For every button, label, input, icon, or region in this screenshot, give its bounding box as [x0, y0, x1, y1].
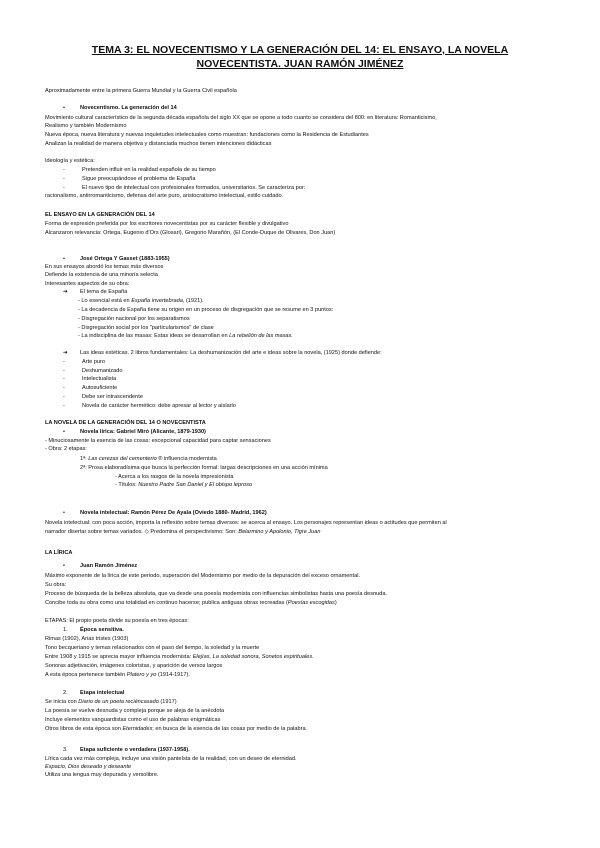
text-line: Espacio, Dios deseado y deseante — [45, 764, 132, 770]
text-line: En sus ensayos abordó los temas más diversos — [45, 264, 164, 270]
text-line: - La indisciplina de las masas: Estas ideas se desarrollan en La rebelión de las masas. — [78, 333, 293, 339]
text-line: Movimiento cultural característico de la segunda década española del siglo XX que se opone a todo cuanto se considera del 800: en literatura: Romanticismo, — [45, 115, 437, 121]
text-line: Concibe toda su obra como una totalidad en continuo hacerse; publica antiguas obras recreadas (Poesías escogidas) — [45, 600, 337, 606]
text-line: Novela de carácter hermético: debe apresar al lector y aislarlo — [82, 403, 236, 409]
text-line: EL ENSAYO EN LA GENERACIÓN DEL 14 — [45, 212, 155, 218]
text-line: - Disgregación nacional por los separatismos — [78, 316, 190, 322]
text-line: Nueva época, nueva literatura y nuevas inquietudes intelectuales como muestran: fundaciones como la Residencia de Estudiantes — [45, 132, 369, 138]
text-line: José Ortega Y Gasset (1883-1955) — [80, 256, 170, 262]
bullet-marker: • — [63, 256, 65, 262]
text-line: Tono becqueriano y temas relacionados con el paso del tiempo, la soledad y la muerte — [45, 645, 260, 651]
text-line: ETAPAS: El propio poeta divide su poesía en tres épocas: — [45, 618, 189, 624]
bullet-marker: ➔ — [63, 350, 68, 356]
bullet-marker: - — [63, 368, 65, 374]
text-line: - Acerca a los rasgos de la novela impresionista — [115, 474, 234, 480]
text-line: - Lo esencial está en España invertebrada, (1921). — [78, 298, 204, 304]
text-line: Época sensitiva. — [80, 627, 124, 633]
text-line: Sonoras adjetivación, imágenes coloristas, y aparición de versos largos — [45, 663, 223, 669]
text-line: Ideología y estética: — [45, 158, 95, 164]
text-line: La poesía se vuelve desnuda y compleja porque se aleja de la anécdota — [45, 708, 225, 714]
text-line: Aproximadamente entre la primera Guerra Mundial y la Guerra Civil española — [45, 88, 237, 94]
bullet-marker: ➔ — [63, 289, 68, 295]
document-title-line-2: NOVECENTISTA. JUAN RAMÓN JIMÉNEZ — [196, 58, 404, 70]
text-line: Realismo y también Modernismo — [45, 123, 127, 129]
text-line: Lírica cada vez más compleja, incluye una visión panteísta de la realidad, con un deseo de eternidad. — [45, 756, 297, 762]
text-line: El tema de España — [80, 289, 128, 295]
text-line: Autosuficiente — [82, 385, 118, 391]
text-line: Etapa intelectual — [80, 690, 125, 696]
text-line: - Títulos: Nuestro Padre San Daniel y El obispo leproso — [115, 482, 253, 488]
bullet-marker: • — [63, 429, 65, 435]
text-line: - La decadencia de España tiene su origen en un proceso de disgregación que se resume en 3 puntos: — [78, 307, 334, 313]
text-line: Analizan la realidad de manera objetiva y distanciada muchos tienen intenciones didácticas — [45, 141, 272, 147]
text-line: Las ideas estéticas. 2 libros fundamentales: La deshumanización del arte e ideas sobre la novela, (1925) donde defiende: — [80, 350, 382, 356]
text-line: Su obra: — [45, 582, 67, 588]
text-line: Juan Ramón Jiménez — [80, 563, 138, 569]
text-line: racionalismo, antirromanticismo, defensa del arte puro, aristocratismo intelectual, estilo cuidado. — [45, 193, 284, 199]
text-line: 2ª: Prosa elaboradísima que busca la perfección formal: largas descripciones en una acción mínima — [80, 465, 328, 471]
text-line: - Disgregación social por los "particularismos" de clase — [78, 325, 214, 331]
bullet-marker: - — [63, 385, 65, 391]
bullet-marker: - — [63, 176, 65, 182]
bullet-marker: 3. — [63, 747, 68, 753]
text-line: Máximo exponente de la lírica de este periodo, superación del Modernismo por medio de la depuración del exceso ornamental. — [45, 573, 360, 579]
text-line: Debe ser intrascendente — [82, 394, 143, 400]
bullet-marker: - — [63, 394, 65, 400]
text-line: Etapa suficiente o verdadera (1937-1958). — [80, 747, 190, 753]
text-line: Otros libros de esta época son Eternidades; en busca de la esencia de las cosas por medio de la palabra. — [45, 726, 308, 732]
text-line: Forma de expresión preferida por los escritores novecentistas por su carácter flexible y divulgativo — [45, 221, 289, 227]
text-line: LA LÍRICA — [45, 550, 73, 556]
text-line: Arte puro — [82, 359, 106, 365]
bullet-marker: • — [63, 563, 65, 569]
bullet-marker: • — [63, 510, 65, 516]
text-line: Deshumanizado — [82, 368, 123, 374]
text-line: Utiliza una lengua muy depurada y versolibre. — [45, 772, 159, 778]
bullet-marker: 2. — [63, 690, 68, 696]
document-title-line-1: TEMA 3: EL NOVECENTISMO Y LA GENERACIÓN DEL 14: EL ENSAYO, LA NOVELA — [91, 44, 509, 56]
bullet-marker: - — [63, 167, 65, 173]
text-line: LA NOVELA DE LA GENERACIÓN DEL 14 O NOVECENTISTA — [45, 420, 206, 426]
text-line: Se inicia con Diario de un poeta reciéncasado (1917) — [45, 699, 177, 705]
text-line: Entre 1908 y 1915 se aprecia mayor influencia modernista: Elejías, La soledad sonora, Sonetos espirituales. — [45, 654, 314, 660]
text-line: Incluye elementos vanguardistas como el uso de palabras enigmáticas — [45, 717, 221, 723]
bullet-marker: 1. — [63, 627, 68, 633]
text-line: Novecentismo. La generación del 14 — [80, 105, 177, 111]
text-line: Defiende la existencia de una minoría selecta — [45, 272, 158, 278]
text-line: Alcanzaron relevancia: Ortega, Eugenio d'Ors (Glosari), Gregorio Marañón, (El Conde-Duque de Olivares, Don Juan) — [45, 230, 336, 236]
text-line: Interesantes aspectos de su obra: — [45, 281, 130, 287]
text-line: El nuevo tipo de intelectual con profesionales formados, universitarios. Se caracteriza por: — [82, 185, 306, 191]
text-line: Sigue preocupándose el problema de España — [82, 176, 196, 182]
bullet-marker: • — [63, 105, 65, 111]
text-line: 1ª: Las cerezas del cementerio ® influencia modernista — [80, 456, 217, 462]
text-line: Rimas (1902), Arias tristes (1903) — [45, 636, 129, 642]
text-line: Proceso de búsqueda de la belleza absoluta, que va desde una poesía modernista con influencias simbolistas hasta una poesía desnuda. — [45, 591, 388, 597]
text-line: - Obra: 2 etapas: — [45, 446, 87, 452]
text-line: narrador disertar sobre temas variados. ◇ Predomina el perspectivismo: Son: Belarmino y Apolonio, Tigre Juan — [45, 529, 321, 535]
bullet-marker: - — [63, 376, 65, 382]
text-line: Intelectualista — [82, 376, 117, 382]
text-line: - Minuciosamente la esencia de las cosas: excepcional capacidad para captar sensaciones — [45, 438, 271, 444]
text-line: A esta época pertenece también Platero y yo (1914-1917). — [45, 672, 190, 678]
text-line: Pretenden influir en la realidad española de su tiempo — [82, 167, 216, 173]
bullet-marker: - — [63, 403, 65, 409]
text-line: Novela intelectual: Ramón Pérez De Ayala (Oviedo 1880- Madrid, 1962) — [80, 510, 267, 516]
bullet-marker: - — [63, 185, 65, 191]
bullet-marker: - — [63, 359, 65, 365]
text-line: Novela lírica: Gabriel Miró (Alicante, 1879-1930) — [80, 429, 206, 435]
text-line: Novela intelectual: con poca acción, importa la reflexión sobre temas diversos: se acerca al ensayo. Los personajes representan ideas o actitudes que permiten al — [45, 520, 447, 526]
